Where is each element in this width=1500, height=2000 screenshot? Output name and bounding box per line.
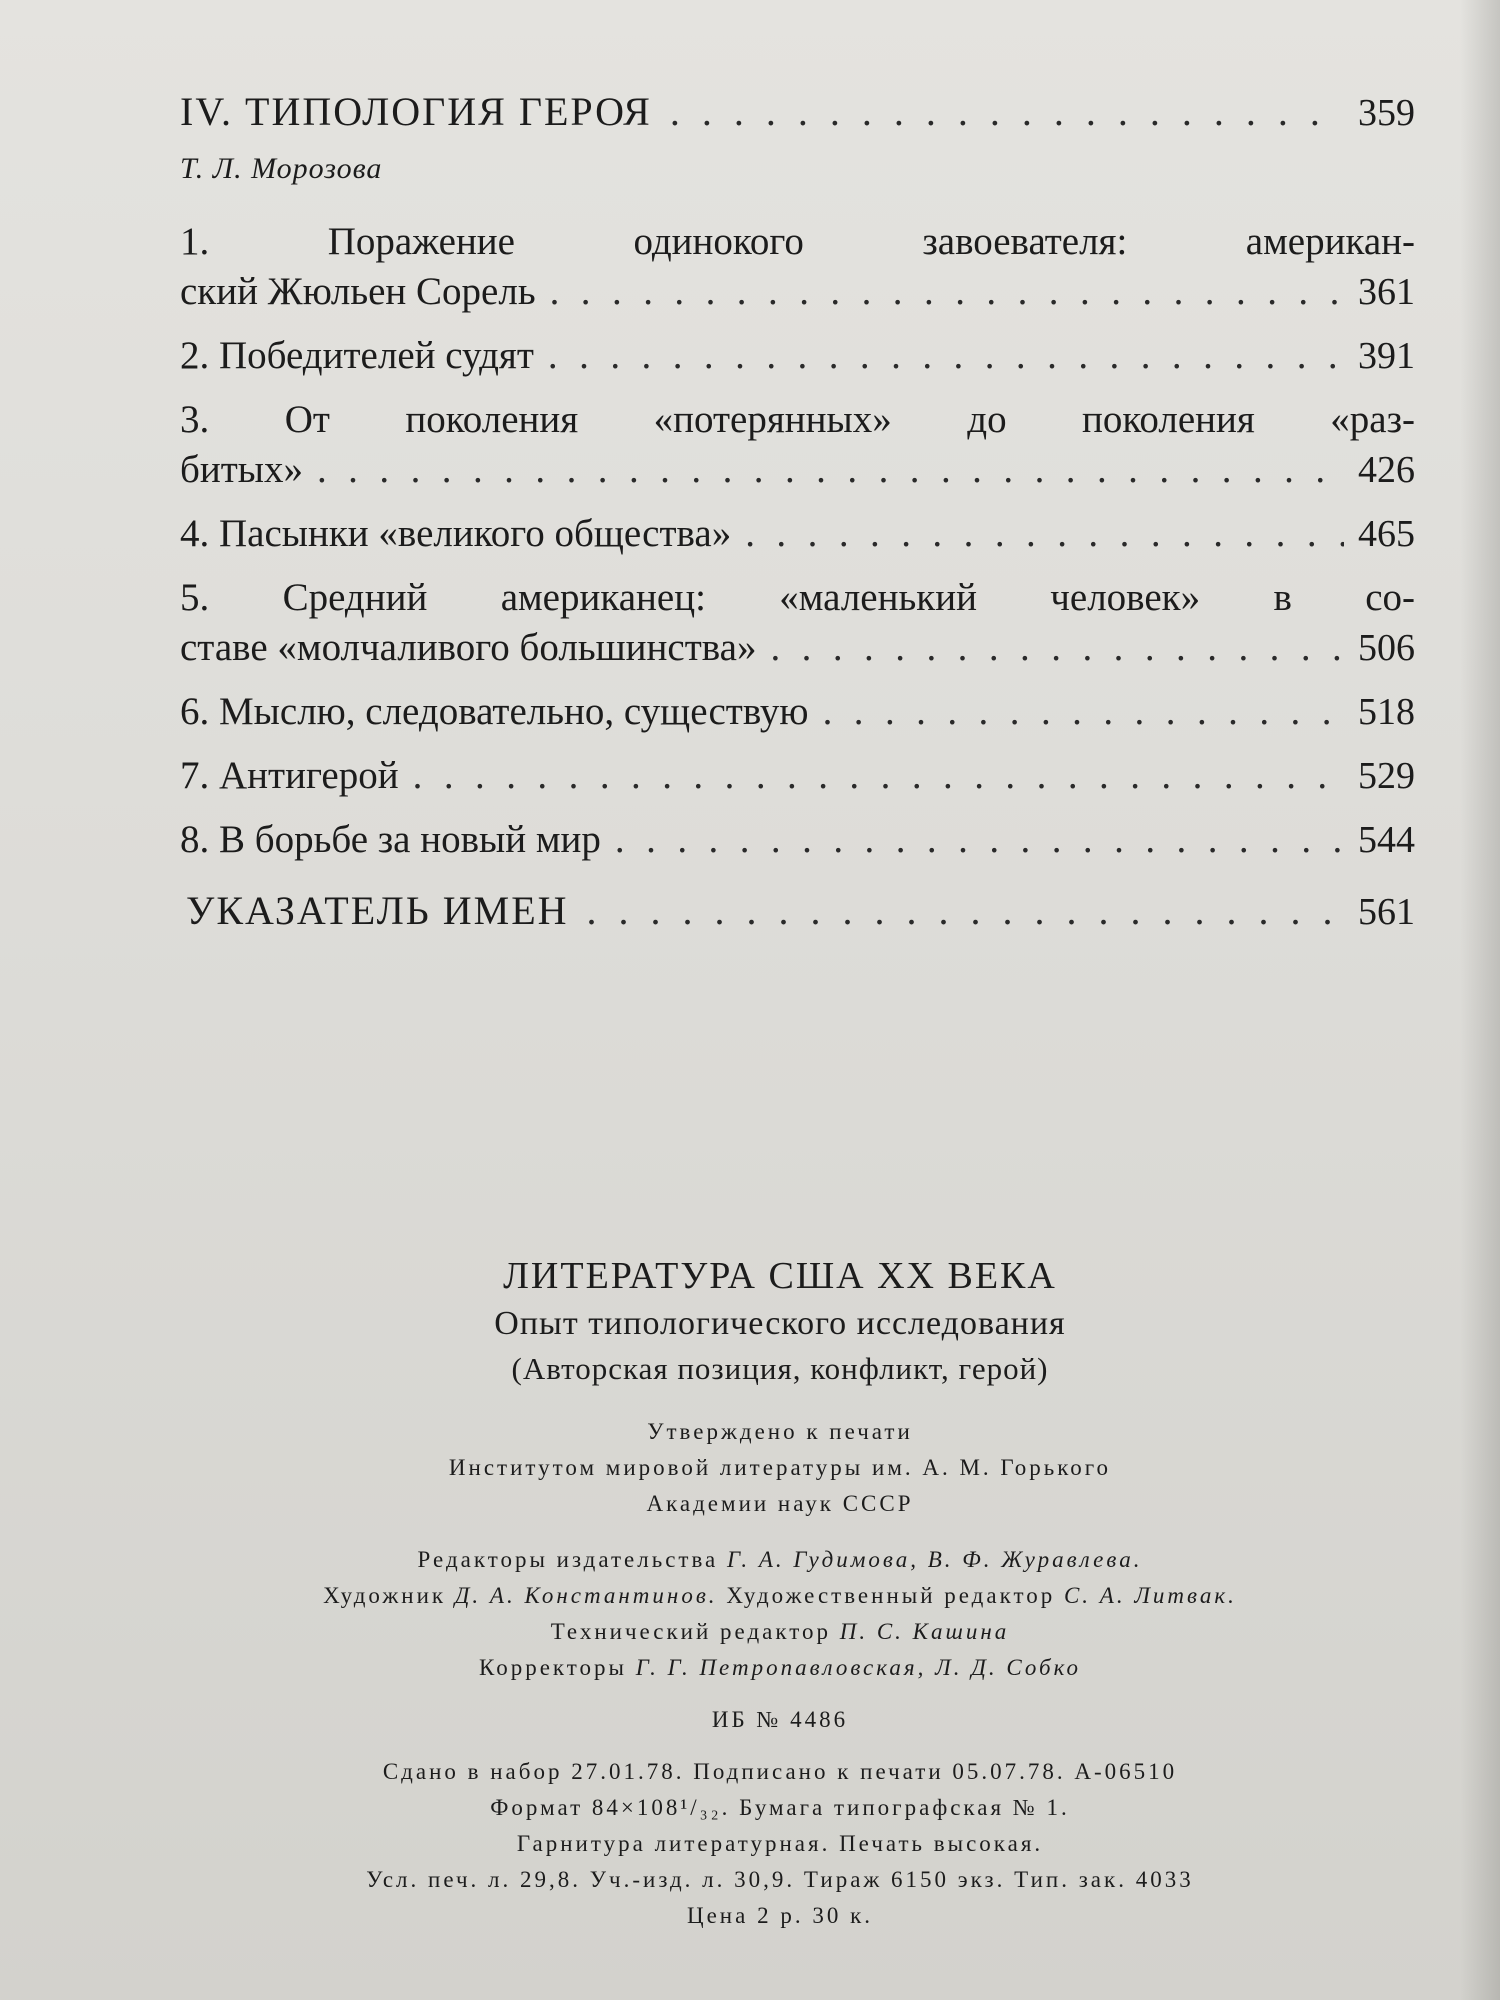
dot-leader: [317, 445, 1344, 495]
credit-artist: [200, 1578, 1360, 1614]
toc-entry: [180, 331, 1415, 381]
approval-line: Институтом мировой литературы им. А. М. Горького: [448, 1455, 1112, 1480]
toc-entry-title: битых»: [180, 448, 303, 491]
toc-entry-page: 529: [1358, 755, 1415, 797]
toc-entry-line1: 1. Поражение одинокого завоевателя: американ-: [180, 220, 1415, 263]
dot-leader: [587, 887, 1344, 935]
toc-entry: [180, 751, 1415, 801]
toc-entry: [180, 815, 1415, 865]
toc-entry-line1: 5. Средний американец: «маленький человек» в со-: [180, 576, 1415, 619]
toc-entry: [180, 687, 1415, 737]
toc-entry-title: ский Жюльен Сорель: [180, 270, 536, 313]
toc-entry-page: 391: [1358, 335, 1415, 377]
credit-label: Художественный редактор: [726, 1583, 1056, 1608]
toc-entry-page: 426: [1358, 449, 1415, 491]
toc-entry: [180, 573, 1415, 673]
toc-entry: [180, 217, 1415, 317]
dot-leader: [823, 687, 1344, 737]
book-subtitle-parenthetical: (Авторская позиция, конфликт, герой): [511, 1351, 1049, 1386]
credit-editors: [200, 1542, 1360, 1578]
toc-entry-page: 361: [1358, 271, 1415, 313]
approval-block: [200, 1414, 1360, 1522]
dot-leader: [615, 815, 1344, 865]
toc-entry-title: 7. Антигерой: [180, 754, 399, 797]
toc-entry: [180, 395, 1415, 495]
book-title: ЛИТЕРАТУРА США XX ВЕКА: [503, 1255, 1057, 1297]
credit-name: С. А. Литвак.: [1063, 1583, 1237, 1608]
ib-number: ИБ № 4486: [711, 1707, 849, 1732]
print-info-line: Формат 84×108¹/₃₂. Бумага типографская № 1.: [490, 1795, 1070, 1820]
credit-name: Г. Г. Петропавловская, Л. Д. Собко: [635, 1655, 1081, 1680]
credit-name: П. С. Кашина: [839, 1619, 1010, 1644]
colophon: [200, 1252, 1360, 1934]
toc-entry-title: 4. Пасынки «великого общества»: [180, 512, 732, 555]
credits-block: [200, 1542, 1360, 1686]
print-info-line: Усл. печ. л. 29,8. Уч.-изд. л. 30,9. Тираж 6150 экз. Тип. зак. 4033: [366, 1867, 1194, 1892]
toc-part-author: Т. Л. Морозова: [180, 152, 383, 185]
toc-part-page: 359: [1358, 92, 1415, 134]
toc-entry-title: 6. Мыслю, следовательно, существую: [180, 690, 809, 733]
approval-line: Утверждено к печати: [647, 1419, 913, 1444]
credit-name: Д. А. Константинов.: [454, 1583, 718, 1608]
toc-entry-page: 506: [1358, 627, 1415, 669]
credit-label: Корректоры: [479, 1655, 627, 1680]
toc-entry-page: 544: [1358, 819, 1415, 861]
toc-index-entry: [180, 887, 1415, 936]
credit-label: Технический редактор: [550, 1619, 831, 1644]
dot-leader: [670, 88, 1344, 136]
credit-tech-editor: [200, 1614, 1360, 1650]
toc-entry: [180, 509, 1415, 559]
toc-part-heading: [180, 88, 1415, 137]
toc-entry-page: 465: [1358, 513, 1415, 555]
toc-index-page: 561: [1358, 891, 1415, 933]
credit-name: Г. А. Гудимова, В. Ф. Журавлева.: [726, 1547, 1143, 1572]
print-info-block: [200, 1754, 1360, 1934]
toc-entry-line1: 3. От поколения «потерянных» до поколения «раз-: [180, 398, 1415, 441]
toc-index-title: УКАЗАТЕЛЬ ИМЕН: [186, 888, 569, 933]
toc-entry-title: 2. Победителей судят: [180, 334, 534, 377]
credit-label: Художник: [323, 1583, 447, 1608]
dot-leader: [550, 267, 1344, 317]
approval-line: Академии наук СССР: [646, 1491, 914, 1516]
dot-leader: [770, 623, 1344, 673]
dot-leader: [745, 509, 1344, 559]
credit-proofreaders: [200, 1650, 1360, 1686]
book-subtitle: Опыт типологического исследования: [494, 1305, 1066, 1342]
credit-label: Редакторы издательства: [417, 1547, 719, 1572]
print-info-line: Гарнитура литературная. Печать высокая.: [516, 1831, 1044, 1856]
dot-leader: [548, 331, 1344, 381]
toc-entry-page: 518: [1358, 691, 1415, 733]
print-info-line: Сдано в набор 27.01.78. Подписано к печати 05.07.78. А-06510: [382, 1759, 1178, 1784]
print-info-line: Цена 2 р. 30 к.: [686, 1903, 873, 1928]
dot-leader: [413, 751, 1344, 801]
toc-entry-title: 8. В борьбе за новый мир: [180, 818, 601, 861]
table-of-contents: [180, 88, 1415, 936]
toc-part-title: IV. ТИПОЛОГИЯ ГЕРОЯ: [180, 89, 652, 134]
toc-entry-title: ставе «молчаливого большинства»: [180, 626, 757, 669]
